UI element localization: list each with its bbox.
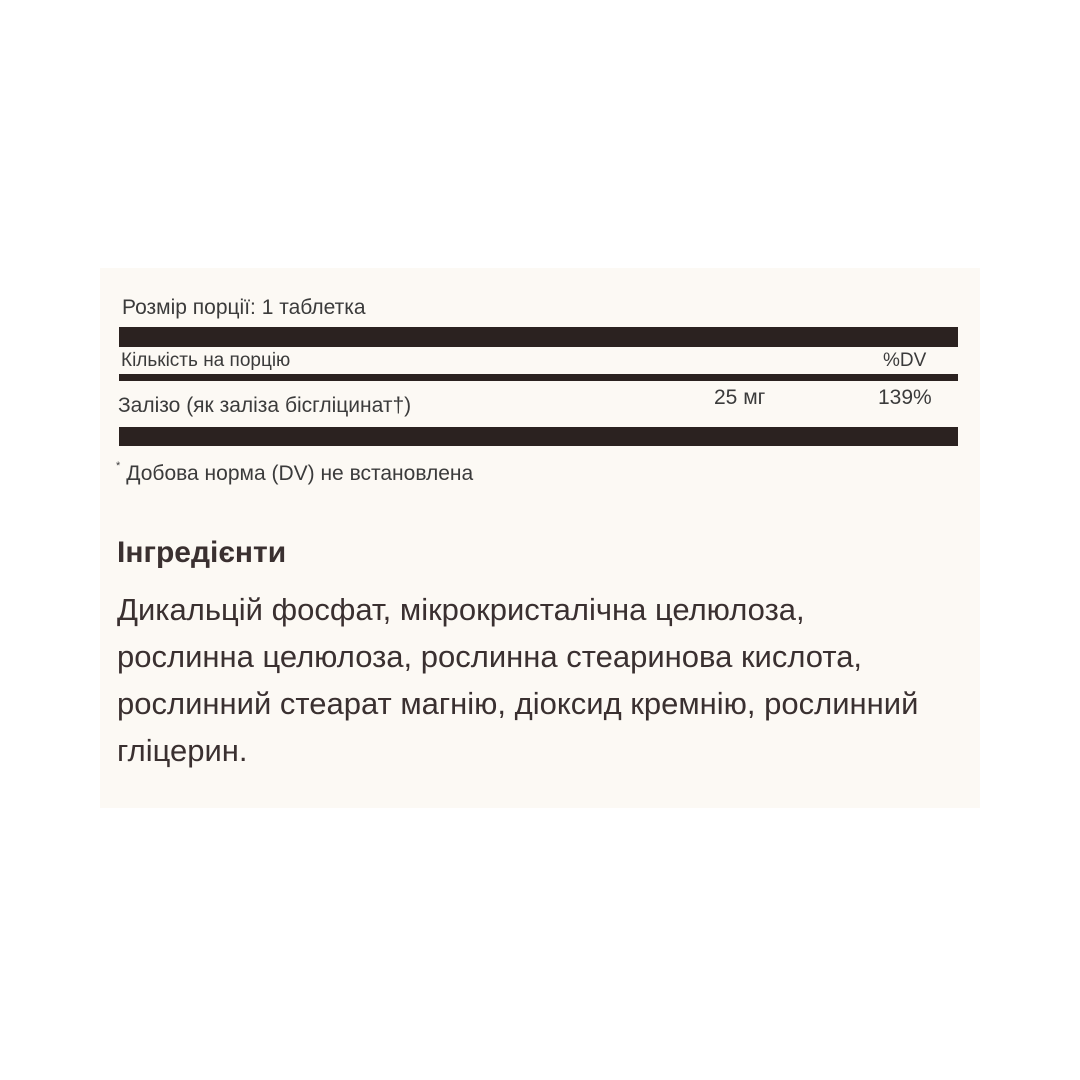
nutrient-name: Залізо (як заліза бісгліцинат†) — [118, 394, 412, 417]
amount-per-serving-header: Кількість на порцію — [121, 350, 291, 371]
thick-rule-bottom — [119, 427, 958, 446]
footnote — [116, 462, 473, 486]
footnote-text: Добова норма (DV) не встановлена — [126, 462, 474, 485]
ingredients-text: Дикальцій фосфат, мікрокристалічна целюлоза, рослинна целюлоза, рослинна стеаринова кислота, рослинний стеарат магнію, діоксид кремнію, рослинний гліцерин. — [117, 592, 919, 768]
thin-rule — [119, 374, 958, 381]
thick-rule-top — [119, 327, 958, 347]
nutrient-dv: 139% — [878, 386, 932, 409]
serving-size: Розмір порції: 1 таблетка — [122, 296, 366, 319]
dv-header: %DV — [883, 350, 927, 371]
nutrient-amount: 25 мг — [714, 386, 766, 409]
ingredients-title: Інгредієнти — [117, 536, 287, 569]
footnote-mark: * — [116, 460, 121, 472]
